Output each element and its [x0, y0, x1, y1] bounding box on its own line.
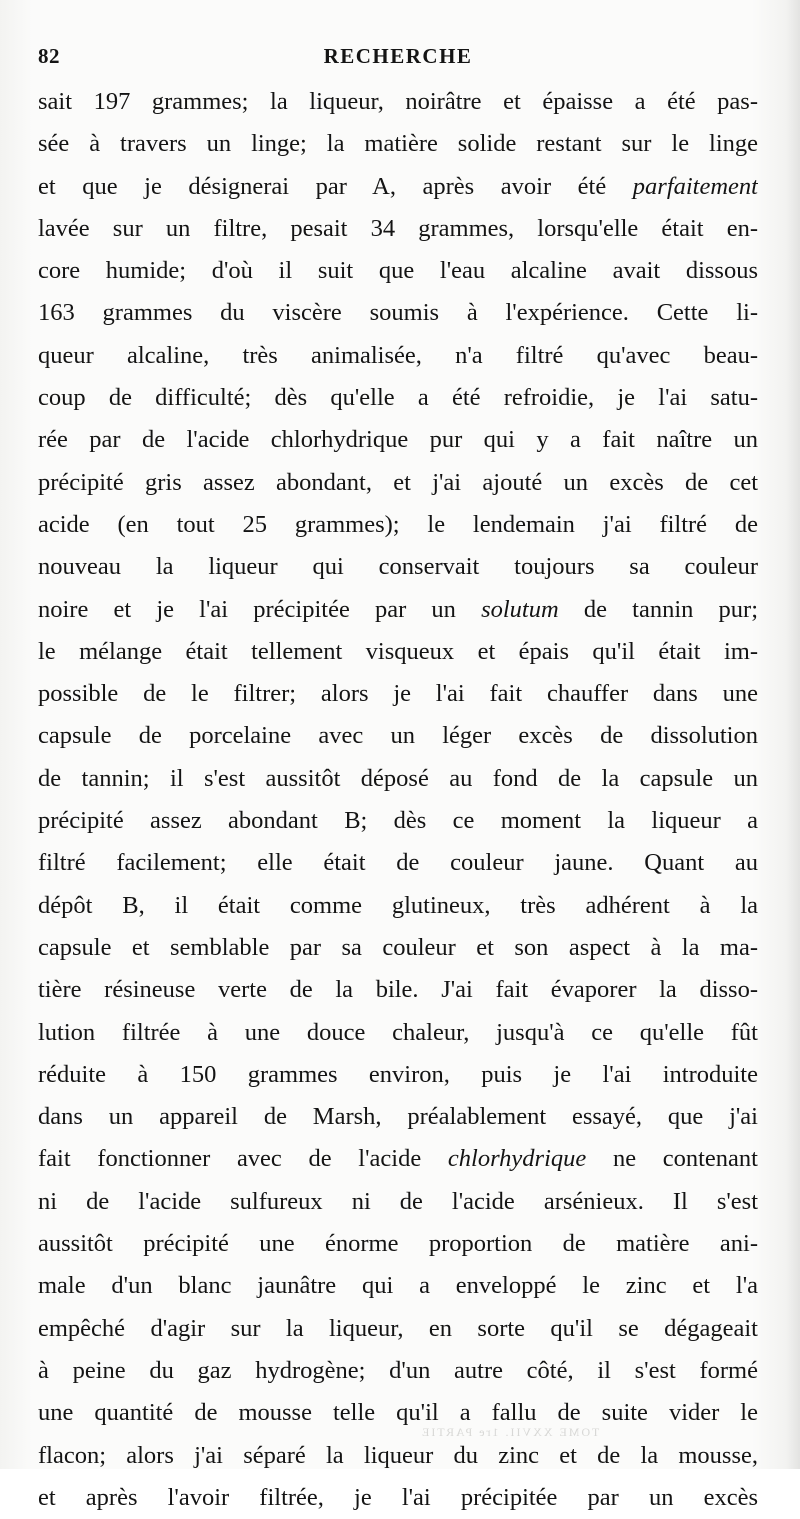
text-line: capsule et semblable par sa couleur et son aspect à la ma- — [38, 933, 758, 961]
body-text — [38, 81, 758, 1519]
text-line: et que je désignerai par A, après avoir été parfaitement — [38, 172, 758, 200]
text-line: dépôt B, il était comme glutineux, très adhérent à la — [38, 891, 758, 919]
text-line: réduite à 150 grammes environ, puis je l'ai introduite — [38, 1060, 758, 1088]
text-line: fait fonctionner avec de l'acide chlorhydrique ne contenant — [38, 1145, 758, 1173]
text-line: core humide; d'où il suit que l'eau alcaline avait dissous — [38, 257, 758, 285]
running-title: RECHERCHE — [323, 44, 473, 68]
text-line: tière résineuse verte de la bile. J'ai fait évaporer la disso- — [38, 976, 758, 1004]
text-line: précipité gris assez abondant, et j'ai ajouté un excès de cet — [38, 468, 758, 496]
text-line: ni de l'acide sulfureux ni de l'acide arsénieux. Il s'est — [38, 1187, 758, 1215]
text-line: empêché d'agir sur la liqueur, en sorte qu'il se dégageait — [38, 1314, 758, 1342]
text-line: aussitôt précipité une énorme proportion de matière ani- — [38, 1230, 758, 1258]
page-number: 82 — [38, 44, 60, 68]
text-line: sée à travers un linge; la matière solide restant sur le linge — [38, 130, 758, 158]
bleed-through-text: TOME XXVII. 1re PARTIE — [420, 1425, 600, 1439]
text-line: lution filtrée à une douce chaleur, jusqu'à ce qu'elle fût — [38, 1018, 758, 1046]
text-line: sait 197 grammes; la liqueur, noirâtre et épaisse a été pas- — [38, 88, 758, 115]
text-line: queur alcaline, très animalisée, n'a filtré qu'avec beau- — [38, 341, 758, 369]
text-line: 163 grammes du viscère soumis à l'expérience. Cette li- — [38, 299, 758, 327]
text-line: acide (en tout 25 grammes); le lendemain j'ai filtré de — [38, 510, 758, 538]
text-line: nouveau la liqueur qui conservait toujours sa couleur — [38, 553, 758, 581]
italic-word: solutum — [481, 595, 559, 623]
page-edge-shadow — [786, 0, 800, 1469]
text-line: noire et je l'ai précipitée par un solutum de tannin pur; — [38, 595, 758, 623]
text-line: et après l'avoir filtrée, je l'ai précipitée par un excès — [38, 1483, 758, 1511]
text-line: capsule de porcelaine avec un léger excès de dissolution — [38, 722, 758, 750]
text-line: à peine du gaz hydrogène; d'un autre côté, il s'est formé — [38, 1356, 758, 1384]
text-line: male d'un blanc jaunâtre qui a enveloppé le zinc et l'a — [38, 1272, 758, 1300]
italic-word: parfaitement — [632, 172, 758, 200]
text-line: filtré facilement; elle était de couleur jaune. Quant au — [38, 849, 758, 877]
page-header — [38, 38, 758, 74]
text-line: rée par de l'acide chlorhydrique pur qui y a fait naître un — [38, 426, 758, 454]
text-line: précipité assez abondant B; dès ce moment la liqueur a — [38, 807, 758, 835]
text-line: coup de difficulté; dès qu'elle a été refroidie, je l'ai satu- — [38, 384, 758, 412]
italic-word: chlorhydrique — [447, 1145, 587, 1173]
text-line: de tannin; il s'est aussitôt déposé au fond de la capsule un — [38, 764, 758, 792]
text-line: dans un appareil de Marsh, préalablement essayé, que j'ai — [38, 1103, 758, 1131]
text-line: le mélange était tellement visqueux et épais qu'il était im- — [38, 637, 758, 665]
text-line: flacon; alors j'ai séparé la liqueur du zinc et de la mousse, — [38, 1441, 758, 1469]
text-line: une quantité de mousse telle qu'il a fallu de suite vider le — [38, 1399, 758, 1427]
text-line: lavée sur un filtre, pesait 34 grammes, lorsqu'elle était en- — [38, 214, 758, 242]
text-line: possible de le filtrer; alors je l'ai fait chauffer dans une — [38, 680, 758, 708]
